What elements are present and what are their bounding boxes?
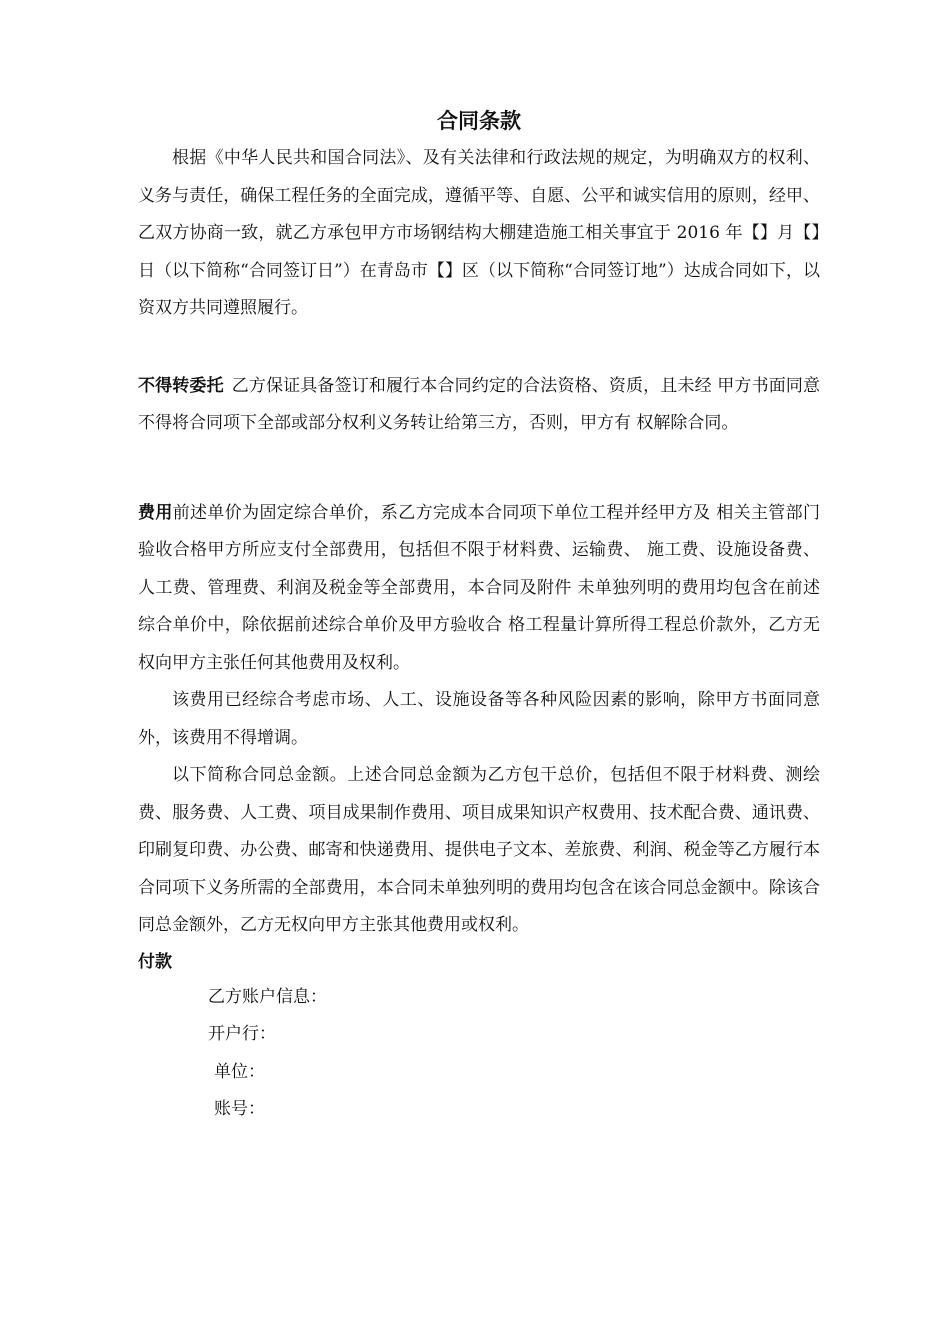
unit-label: 单位：	[214, 1061, 265, 1082]
account-number-label: 账号：	[214, 1099, 265, 1119]
no-transfer-heading: 不得转委托	[138, 375, 224, 396]
fees-paragraph-3: 以下简称合同总金额。上述合同总金额为乙方包干总价，包括但不限于材料费、测绘费、服务费、人工费、项目成果制作费用、项目成果知识产权费用、技术配合费、通讯费、印刷复印费、办公费、邮寄和快递费用、提供电子文本、差旅费、利润、税金等乙方履行本合同项下义务所需的全部费用，本合同未单独列明的费用均包含在该合同总金额中。除该合同总金额外，乙方无权向甲方主张其他费用或权利。	[138, 765, 820, 935]
spacer	[138, 328, 820, 368]
account-info-label: 乙方账户信息：	[208, 986, 327, 1007]
intro-paragraph: 根据《中华人民共和国合同法》、及有关法律和行政法规的规定，为明确双方的权利、义务与责任，确保工程任务的全面完成，遵循平等、自愿、公平和诚实信用的原则，经甲、乙双方协商一致，就乙方承包甲方市场钢结构大棚建造施工相关事宜于 2016 年【】月【】日（以下简称“合同签订日”）在青岛市【】区（以下简称“合同签订地”）达成合同如下，以资双方共同遵照履行。	[138, 148, 820, 318]
fees-clause	[138, 495, 820, 683]
spacer	[138, 443, 820, 495]
payment-heading: 付款	[138, 951, 172, 972]
no-transfer-clause	[138, 368, 820, 443]
account-info-block	[208, 979, 820, 1129]
fees-paragraph-2: 该费用已经综合考虑市场、人工、设施设备等各种风险因素的影响，除甲方书面同意外，该费用不得增调。	[138, 690, 820, 748]
fees-heading: 费用	[138, 502, 173, 523]
bank-label: 开户行：	[208, 1024, 276, 1044]
fees-text: 前述单价为固定综合单价，系乙方完成本合同项下单位工程并经甲方及 相关主管部门验收合格甲方所应支付全部费用，包括但不限于材料费、运输费、 施工费、设施设备费、人工费、管理费、利润及税金等全部费用，本合同及附件 未单独列明的费用均包含在前述综合单价中，除依据前述综合单价及甲方验收合 格工程量计算所得工程总价款外，乙方无权向甲方主张任何其他费用及权利。	[138, 502, 821, 673]
document-title: 合同条款	[437, 109, 521, 133]
no-transfer-text: 乙方保证具备签订和履行本合同约定的合法资格、资质，且未经 甲方书面同意不得将合同项下全部或部分权利义务转让给第三方，否则，甲方有 权解除合同。	[138, 375, 820, 433]
contract-page	[138, 104, 820, 1129]
